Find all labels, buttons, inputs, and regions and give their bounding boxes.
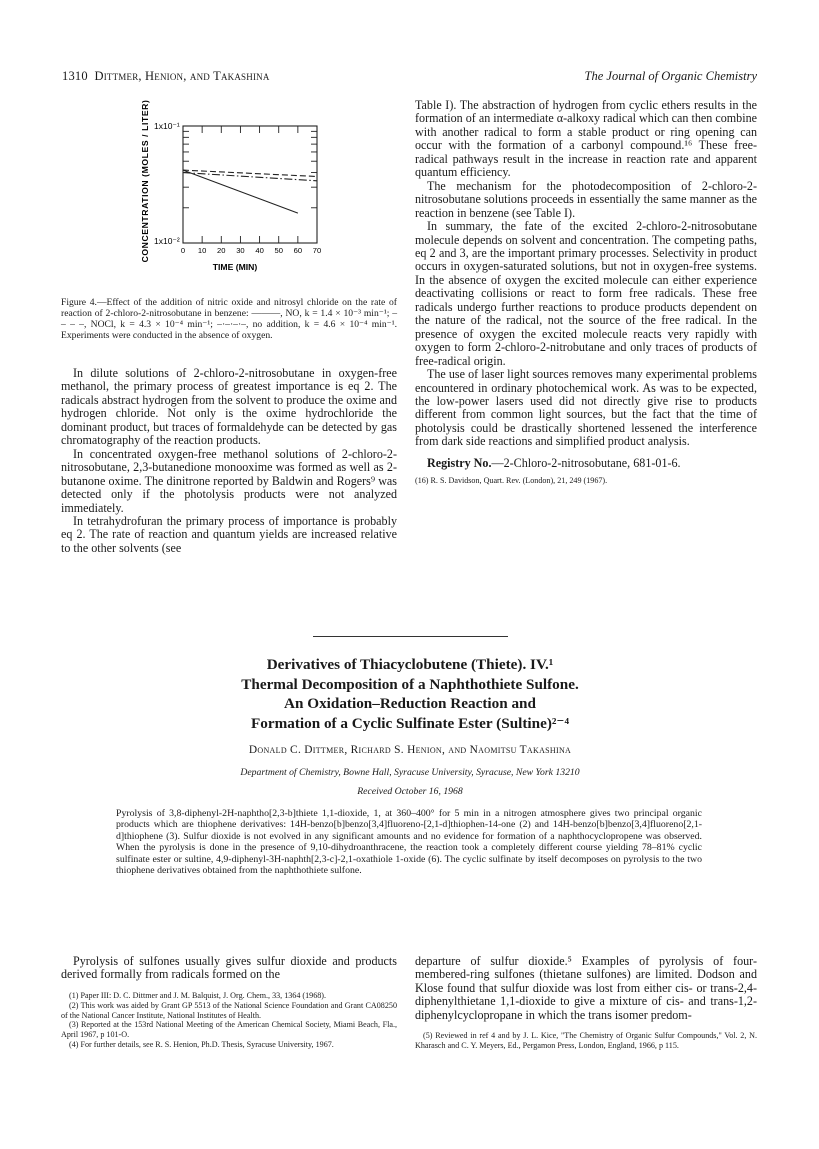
title-line: An Oxidation–Reduction Reaction and: [284, 695, 536, 712]
x-tick-labels: [181, 246, 321, 255]
page-number: 1310: [62, 69, 88, 83]
x-tick-label: 40: [255, 246, 264, 255]
paragraph: Pyrolysis of sulfones usually gives sulfur dioxide and products derived formally from radicals formed on the: [61, 954, 397, 982]
x-tick-label: 10: [197, 246, 207, 255]
title-line: Thermal Decomposition of a Naphthothiete Sulfone.: [241, 675, 579, 693]
left-column-text: [61, 367, 397, 555]
affiliation: Department of Chemistry, Bowne Hall, Syracuse University, Syracuse, New York 13210: [240, 767, 580, 778]
axis-ticks: [183, 126, 317, 243]
paragraph: In concentrated oxygen-free methanol solutions of 2-chloro-2-nitrosobutane, 2,3-butanedione monooxime was formed as well as 2-butanone oxime. The dinitrone reported by Baldwin and Rogers⁹ was detected only if the photolysis products were not analyzed immediately.: [61, 446, 397, 515]
data-series: [183, 170, 317, 213]
x-tick-label: 60: [293, 246, 303, 255]
right-column-text: [415, 99, 757, 486]
running-header-left: [62, 69, 270, 84]
footnote: (1) Paper III: D. C. Dittmer and J. M. Balquist, J. Org. Chem., 33, 1364 (1968).: [69, 990, 327, 1000]
y-top-label: 1x10⁻¹: [154, 121, 180, 131]
paragraph: In tetrahydrofuran the primary process of importance is probably eq 2. The rate of reaction and quantum yields are increased relative to the other solvents (see: [61, 513, 397, 555]
article-right-column: [415, 955, 757, 1051]
x-tick-label: 30: [236, 246, 245, 255]
series-line-solid: [183, 170, 298, 213]
journal-name: The Journal of Organic Chemistry: [584, 69, 757, 83]
footnote: (3) Reported at the 153rd National Meeting of the American Chemical Society, Miami Beach, Fla., April 1967, p 101-O.: [61, 1020, 397, 1040]
paragraph: In summary, the fate of the excited 2-chloro-2-nitrosobutane molecule depends on solvent and concentration. The competing paths, eq 2 and 3, are the important primary processes. Selectivity in product occurs in oxygen-saturated solutions, but not in oxygen-free systems. In the absence of oxygen the excited molecule can either experience deactivating collisions or react to form free radicals. These free radicals undergo further reactions to produce products dependent on the nature of the radical, not the source of the free radical. In the presence of oxygen the excited molecule reacts very rapidly with oxygen to form 2-chloro-2-nitrobutane and only traces of products of free-radical origin.: [415, 219, 757, 368]
paragraph: The mechanism for the photodecomposition of 2-chloro-2-nitrosobutane solutions proceeds in essentially the same manner as the reaction in benzene (see Table I).: [415, 178, 757, 220]
figure-caption: Figure 4.—Effect of the addition of nitric oxide and nitrosyl chloride on the rate of reaction of 2-chloro-2-nitrosobutane in benzene: ———, NO, k = 1.4 × 10⁻³ min⁻¹; – – – –, NOCl, k = 4.3 × 10⁻⁴ min⁻¹; –·–·–·–, no addition, k = 4.6 × 10⁻⁴ min⁻¹. Experiments were conducted in the absence of oxygen.: [61, 297, 397, 341]
plot-frame: [183, 126, 317, 243]
footnote: (2) This work was aided by Grant GP 5513 of the National Science Foundation and Grant CA08250 of the National Cancer Institute, National Institutes of Health.: [61, 1000, 397, 1020]
header-authors: Dittmer, Henion, and Takashina: [94, 69, 270, 83]
x-axis-label: TIME (MIN): [212, 262, 258, 272]
abstract: Pyrolysis of 3,8-diphenyl-2H-naphtho[2,3-b]thiete 1,1-dioxide, 1, at 360–400° for 5 min in a nitrogen atmosphere gives two principal organic products which are thiophene derivatives: 14H-benzo[b]benzo[3,4]fluoreno-[2,1-d]thiophen-14-one (2) and 14H-benzo[b]benzo[3,4]fluoreno[2,1-d]thiophene (3). Sulfur dioxide is not evolved in any significant amounts and no evidence for formation of a naphthocyclopropene was observed. When the pyrolysis is done in the presence of 9,10-dihydroanthracene, the reaction took a completely different course yielding 78–81% cyclic sulfinate ester or sultine, 4,9-diphenyl-3H-naphth[2,3-c]-2,1-oxathiole 1-oxide (6). The cyclic sulfinate by itself decomposes on pyrolysis to the two thiophene derivatives obtained from the naphthothiete sulfone.: [116, 808, 702, 877]
x-tick-label: 70: [312, 246, 322, 255]
registry-label: Registry No.: [427, 455, 492, 470]
y-bottom-label: 1x10⁻²: [154, 236, 180, 246]
footnotes-right: [415, 1031, 757, 1051]
paragraph: Table I). The abstraction of hydrogen from cyclic ethers results in the formation of an intermediate α-alkoxy radical which can then combine with another radical to form a stable product or ring opening can occur with the formation of a carbonyl compound.¹⁶ These free-radical pathways result in the increase in reaction rate and apparent quantum efficiency.: [415, 98, 757, 180]
title-line: Formation of a Cyclic Sulfinate Ester (Sultine)²⁻⁴: [250, 714, 570, 732]
received-date: Received October 16, 1968: [357, 786, 463, 797]
plot-border: [183, 126, 317, 243]
article-authors: Donald C. Dittmer, Richard S. Henion, and Naomitsu Takashina: [248, 744, 572, 756]
x-tick-label: 0: [180, 246, 186, 255]
title-line: Derivatives of Thiacyclobutene (Thiete). IV.¹: [266, 656, 554, 673]
figure-4-chart: [130, 96, 370, 286]
article-left-column: [61, 955, 397, 1050]
x-tick-label: 20: [217, 246, 226, 255]
x-tick-label: 50: [274, 246, 283, 255]
footnotes-left: [61, 991, 397, 1050]
footnote: (4) For further details, see R. S. Henion, Ph.D. Thesis, Syracuse University, 1967.: [69, 1039, 334, 1049]
section-divider: [313, 636, 508, 637]
paragraph: departure of sulfur dioxide.⁵ Examples of pyrolysis of four-membered-ring sulfones (thietane sulfones) are limited. Dodson and Klose found that sulfur dioxide was lost from either cis- or trans-2,4-diphenylthietane 1,1-dioxide to give a mixture of cis- and trans-1,2-diphenylcyclopropane in which the trans isomer predom-: [415, 954, 757, 1022]
y-axis-label: CONCENTRATION (MOLES / LITER): [140, 99, 150, 263]
paragraph: In dilute solutions of 2-chloro-2-nitrosobutane in oxygen-free methanol, the primary process of greatest importance is eq 2. The radicals abstract hydrogen from the solvent to produce the oxime and hydrogen chloride. Not only is the oxime hydrochloride the dominant product, but traces of formaldehyde can be detected by gas chromatography of the reaction products.: [61, 366, 397, 448]
footnote: (5) Reviewed in ref 4 and by J. L. Kice, "The Chemistry of Organic Sulfur Compounds," Vol. 2, N. Kharasch and C. Y. Meyers, Ed., Pergamon Press, London, England, 1966, p 115.: [415, 1031, 757, 1051]
paragraph: The use of laser light sources removes many experimental problems encountered in ordinary photochemical work. As was to be expected, the low-power lasers used did not directly give rise to products different from common light sources, but the fact that the time of photolysis could be drastically shortened lessened the interference from dark side reactions and simplified product analysis.: [415, 367, 757, 449]
footnote-16: (16) R. S. Davidson, Quart. Rev. (London), 21, 249 (1967).: [415, 476, 608, 486]
registry-text: —2-Chloro-2-nitrosobutane, 681-01-6.: [491, 455, 681, 470]
article-title: [61, 655, 759, 733]
registry-number: [415, 457, 757, 470]
